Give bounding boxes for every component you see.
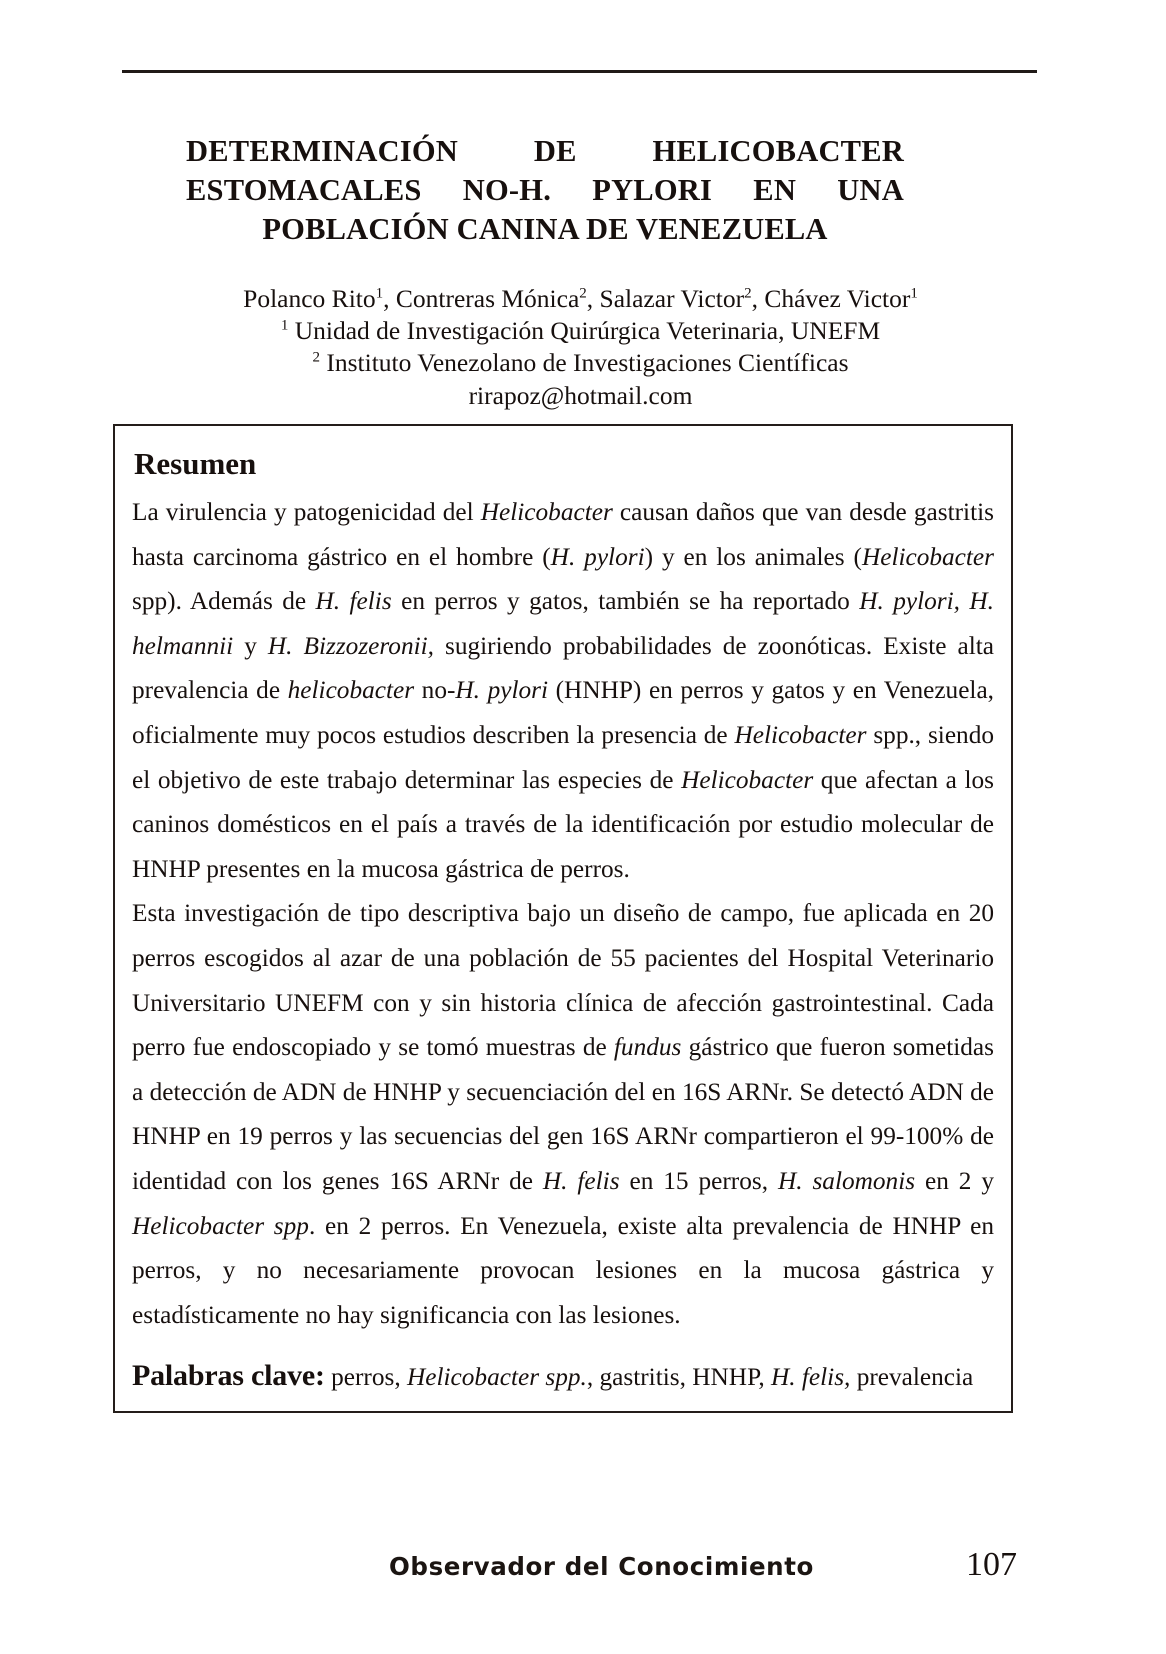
author-name-3: , Salazar Victor	[586, 284, 745, 313]
title-line-3: POBLACIÓN CANINA DE VENEZUELA	[262, 212, 828, 246]
species-name: H. pylori, H. helmannii	[132, 587, 994, 660]
abstract-text: gástrico que fueron sometidas a detección de ADN de HNHP y secuenciación del en 16S ARNr. Se detectó ADN de HNHP en 19 perros y las secuencias del gen 16S ARNr compartieron el 99-100% de identidad con los genes 16S ARNr de	[132, 1033, 994, 1195]
abstract-text: ) y en los animales (	[644, 542, 862, 571]
abstract-heading: Resumen	[134, 446, 257, 481]
abstract-paragraph-1	[132, 490, 994, 891]
abstract-text: que afectan a los caninos domésticos en el país a través de la identificación por estudio molecular de HNHP presentes en la mucosa gástrica de perros.	[132, 765, 994, 883]
abstract-text: . en 2 perros. En Venezuela, existe alta prevalencia de HNHP en perros, y no necesariamente provocan lesiones en la mucosa gástrica y estadísticamente no hay significancia con las lesiones.	[132, 1211, 994, 1329]
author-name-4: , Chávez Victor	[751, 284, 911, 313]
page-number: 107	[966, 1546, 1017, 1583]
affiliation-1	[123, 315, 1038, 347]
page-title	[186, 132, 904, 249]
abstract-text: en 15 perros,	[619, 1166, 778, 1195]
author-names	[123, 283, 1038, 315]
species-name: H. salomonis	[777, 1166, 916, 1195]
keyword-text: , gastritis, HNHP,	[586, 1363, 771, 1392]
affiliation-text-2: Instituto Venezolano de Investigaciones Científicas	[326, 348, 849, 377]
abstract-text: sugiriendo probabilidades de zoonóticas. Existe alta prevalencia de	[132, 631, 994, 705]
affiliation-2	[123, 347, 1038, 379]
page-footer	[0, 1546, 1166, 1598]
species-name: Helicobacter	[861, 542, 995, 571]
affiliation-marker-2: 2	[312, 349, 320, 366]
header-rule	[122, 70, 1037, 73]
keyword-text: perros,	[324, 1363, 407, 1392]
keyword-species: H. felis,	[770, 1363, 851, 1392]
author-sup-2: 2	[579, 285, 587, 302]
abstract-text: (HNHP) en perros y gatos y en Venezuela, oficialmente muy pocos estudios describen la presencia de	[132, 676, 995, 749]
term-italic: fundus	[613, 1033, 682, 1062]
affiliation-marker-1: 1	[280, 317, 289, 334]
species-name: Helicobacter	[734, 720, 867, 749]
abstract-text: en perros y gatos, también se ha reportado	[391, 587, 860, 616]
abstract-text: spp). Además de	[132, 587, 316, 616]
title-line-1: DETERMINACIÓN DE HELICOBACTER	[186, 134, 904, 168]
abstract-box	[113, 424, 1013, 1413]
author-sup-3: 2	[744, 285, 752, 302]
abstract-text: causan daños que van desde gastritis hasta carcinoma gástrico en el hombre (	[132, 498, 994, 571]
abstract-text: Esta investigación de tipo descriptiva bajo un diseño de campo, fue aplicada en 20 perros escogidos al azar de una población de 55 pacientes del Hospital Veterinario Universitario UNEFM con y sin historia clínica de afección gastrointestinal. Cada perro fue endoscopiado y se tomó muestras de	[132, 899, 994, 1062]
species-name: H. pylori	[455, 676, 549, 705]
species-name: H. felis	[542, 1166, 620, 1195]
author-block	[123, 283, 1038, 413]
keyword-text: prevalencia	[850, 1363, 974, 1392]
species-name: Helicobacter	[480, 498, 613, 526]
contact-email[interactable]: rirapoz@hotmail.com	[468, 381, 693, 410]
author-sup-1: 1	[375, 285, 384, 302]
author-name-1: Polanco Rito	[243, 284, 376, 313]
species-name: helicobacter	[287, 676, 415, 705]
species-name: H. pylori	[550, 542, 645, 571]
abstract-text: no-	[414, 676, 456, 705]
species-name: Helicobacter spp	[132, 1211, 309, 1240]
abstract-paragraph-2	[132, 891, 994, 1337]
species-name: Helicobacter	[681, 765, 814, 794]
keywords-line	[132, 1358, 994, 1395]
species-name: H. Bizzozeronii,	[267, 631, 434, 660]
author-sup-4: 1	[910, 285, 918, 302]
keyword-species: Helicobacter spp.	[407, 1363, 587, 1392]
title-line-2: ESTOMACALES NO-H. PYLORI EN UNA	[186, 173, 904, 207]
author-name-2: , Contreras Mónica	[383, 284, 580, 313]
species-name: H. felis	[315, 587, 392, 616]
affiliation-text-1: Unidad de Investigación Quirúrgica Veterinaria, UNEFM	[294, 316, 881, 345]
abstract-text: en 2 y	[915, 1166, 995, 1195]
abstract-text: La virulencia y patogenicidad del	[132, 498, 481, 526]
footer-journal-title: Observador del Conocimiento	[389, 1552, 814, 1581]
abstract-text: y	[233, 631, 268, 660]
abstract-text: spp., siendo el objetivo de este trabajo determinar las especies de	[132, 720, 994, 794]
keywords-label: Palabras clave:	[132, 1359, 325, 1393]
